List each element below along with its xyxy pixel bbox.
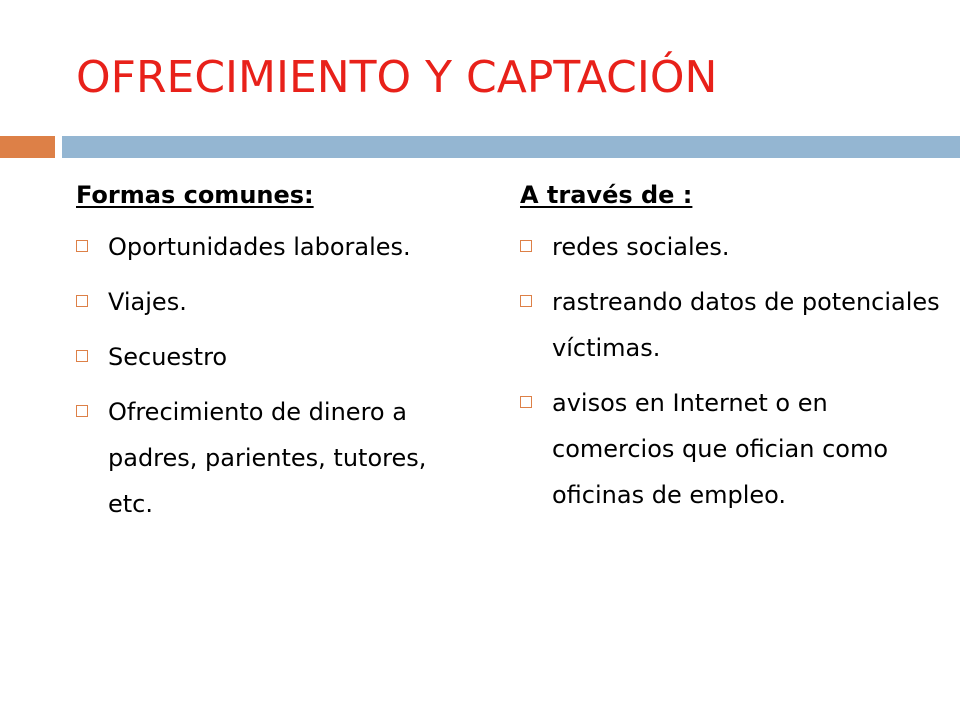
list-item-text: Viajes.: [108, 288, 187, 316]
left-column-list: [76, 224, 466, 527]
hollow-square-bullet-icon: [76, 350, 88, 362]
hollow-square-bullet-icon: [76, 295, 88, 307]
list-item: [520, 224, 940, 270]
left-column-heading: Formas comunes:: [76, 181, 314, 209]
hollow-square-bullet-icon: [520, 240, 532, 252]
list-item: [76, 389, 466, 527]
list-item-text: redes sociales.: [552, 233, 730, 261]
hollow-square-bullet-icon: [76, 405, 88, 417]
list-item-text: Ofrecimiento de dinero a padres, parientes, tutores, etc.: [108, 398, 427, 518]
list-item-text: Secuestro: [108, 343, 228, 371]
list-item: [76, 224, 466, 270]
list-item-text: Oportunidades laborales.: [108, 233, 411, 261]
slide-title: OFRECIMIENTO Y CAPTACIÓN: [76, 52, 718, 103]
hollow-square-bullet-icon: [520, 396, 532, 408]
list-item: [76, 334, 466, 380]
right-column-list: [520, 224, 940, 518]
right-column: [520, 178, 940, 527]
left-column: [76, 178, 466, 536]
hollow-square-bullet-icon: [520, 295, 532, 307]
list-item-text: rastreando datos de potenciales víctimas.: [552, 288, 940, 362]
list-item: [520, 380, 940, 518]
accent-bar: [0, 136, 55, 158]
hollow-square-bullet-icon: [76, 240, 88, 252]
list-item: [520, 279, 940, 371]
right-column-heading: A través de :: [520, 181, 693, 209]
list-item: [76, 279, 466, 325]
list-item-text: avisos en Internet o en comercios que ofician como oficinas de empleo.: [552, 389, 889, 509]
title-underline-bar: [62, 136, 960, 158]
